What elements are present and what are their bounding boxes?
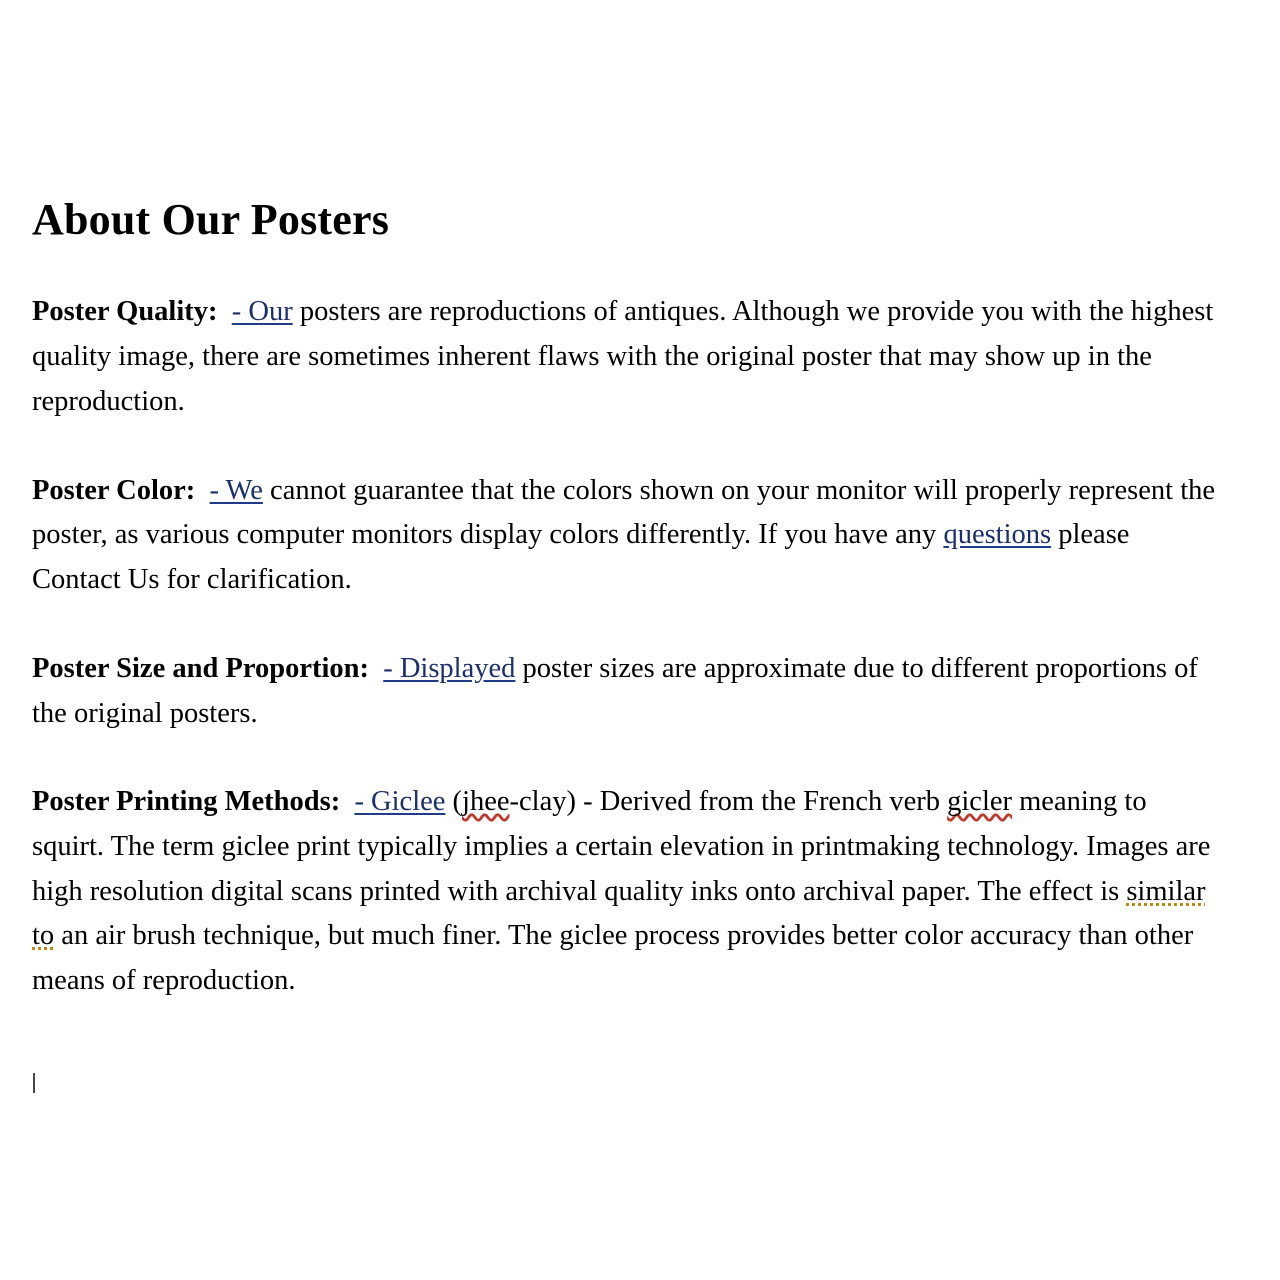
section-text-poster-color-after-link: please Contact Us for clarification.: [32, 519, 1130, 596]
section-label-poster-quality: Poster Quality:: [32, 296, 218, 328]
page-title: About Our Posters: [32, 195, 390, 244]
section-poster-color: [32, 469, 1216, 603]
section-label-poster-size: Poster Size and Proportion:: [32, 652, 369, 684]
section-text-poster-quality: posters are reproductions of antiques. Although we provide you with the highest quality image, there are sometimes inherent flaws with the original poster that may show up in the reproduction.: [32, 296, 1214, 417]
printing-text-part1: (: [445, 786, 463, 818]
grammarcheck-phrase-similar-to: similar to: [32, 875, 1206, 952]
section-label-poster-color: Poster Color:: [32, 474, 196, 506]
spellcheck-word-gicler: gicler: [947, 786, 1013, 818]
section-lead-printing-methods: - Giclee: [354, 786, 446, 818]
section-text-poster-color-before-link: cannot guarantee that the colors shown on your monitor will properly represent the poster, as various computer monitors display colors differently. If you have any: [32, 474, 1216, 551]
printing-text-part3: meaning to squirt. The term giclee print typically implies a certain elevation in printmaking technology. Images are high resolution digital scans printed with archival quality inks onto archival paper. The effect is: [32, 786, 1211, 907]
printing-text-part2: -clay) - Derived from the French verb: [509, 786, 948, 818]
section-text-poster-size: poster sizes are approximate due to different proportions of the original posters.: [32, 652, 1198, 729]
section-lead-poster-quality: - Our: [231, 296, 293, 328]
section-poster-size-and-proportion: [32, 647, 1216, 736]
spellcheck-word-jhee: jhee: [462, 786, 510, 818]
questions-link[interactable]: questions: [943, 519, 1052, 551]
section-poster-printing-methods: [32, 780, 1216, 1004]
text-cursor: [33, 1073, 35, 1093]
section-poster-quality: [32, 290, 1216, 424]
section-lead-poster-size: - Displayed: [383, 652, 516, 684]
section-label-printing-methods: Poster Printing Methods:: [32, 786, 341, 818]
document-body: [32, 196, 1216, 1004]
section-lead-poster-color: - We: [209, 474, 263, 506]
printing-text-part4: an air brush technique, but much finer. The giclee process provides better color accuracy than other means of reproduction.: [32, 920, 1194, 997]
